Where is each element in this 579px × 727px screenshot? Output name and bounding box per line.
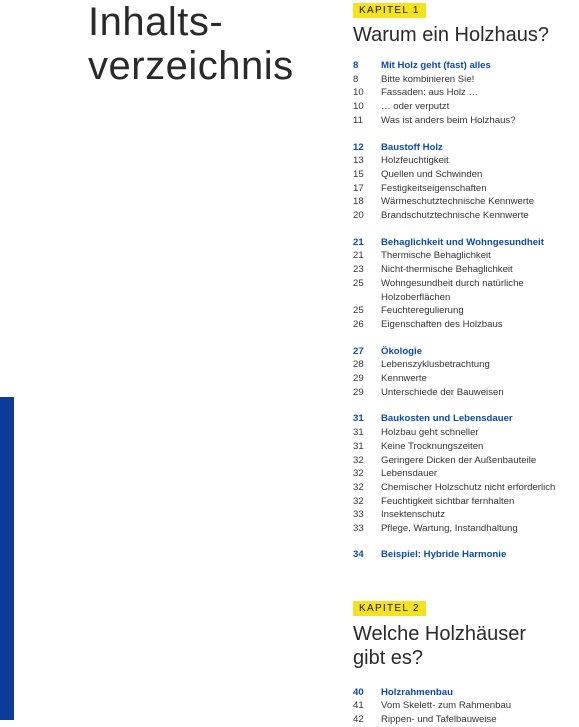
toc-entry[interactable] (353, 86, 579, 100)
page-number: 27 (353, 345, 364, 357)
toc-entry-text: Kennwerte (381, 373, 427, 385)
toc-entry-text: Thermische Behaglichkeit (381, 250, 491, 262)
toc-entry-text: Geringere Dicken der Außenbauteile (381, 454, 537, 466)
toc-entry[interactable] (353, 291, 579, 305)
toc-heading-text: Ökologie (381, 345, 423, 357)
toc-entry[interactable] (353, 100, 579, 114)
toc-group (353, 686, 579, 727)
page-number: 21 (353, 250, 364, 262)
toc-heading-text: Behaglichkeit und Wohngesundheit (381, 236, 544, 248)
toc-heading[interactable] (353, 141, 579, 155)
toc-entry-text: Holzoberflächen (381, 291, 451, 303)
page-number: 28 (353, 359, 364, 371)
page-number: 31 (353, 413, 364, 425)
chapter-title-line: gibt es? (353, 646, 424, 669)
page-number: 29 (353, 373, 364, 385)
page-number: 10 (353, 101, 364, 113)
chapter-badge: KAPITEL 2 (353, 601, 426, 616)
page-number: 31 (353, 427, 364, 439)
page-number: 32 (353, 454, 364, 466)
page-number: 17 (353, 182, 364, 194)
left-accent-bar (0, 397, 14, 720)
toc-entry-text: Feuchteregulierung (381, 305, 464, 317)
page-number: 31 (353, 440, 364, 452)
page-number: 32 (353, 468, 364, 480)
toc-group (353, 548, 579, 562)
toc-group (353, 345, 579, 400)
toc-heading[interactable] (353, 412, 579, 426)
toc-heading-text: Baustoff Holz (381, 141, 443, 153)
toc-entry[interactable] (353, 495, 579, 509)
page-number (353, 291, 381, 305)
toc-entry-text: Eigenschaften des Holzbaus (381, 318, 503, 330)
toc-entry-text: Lebenszyklusbetrachtung (381, 359, 490, 371)
toc-entry-text: Chemischer Holzschutz nicht erforderlich (381, 481, 556, 493)
chapter-title-line: Warum ein Holzhaus? (353, 24, 550, 46)
chapter-2 (353, 598, 579, 727)
toc-heading[interactable] (353, 236, 579, 250)
toc-entry-text: Was ist anders beim Holzhaus? (381, 114, 516, 126)
toc-entry[interactable] (353, 386, 579, 400)
page-number: 34 (353, 548, 364, 560)
toc-heading-text: Mit Holz geht (fast) alles (381, 60, 491, 71)
toc-entry-text: Wohngesundheit durch natürliche (381, 277, 524, 289)
toc-entry[interactable] (353, 440, 579, 454)
toc-entry[interactable] (353, 454, 579, 468)
page-number: 20 (353, 210, 364, 222)
page-number: 25 (353, 305, 364, 317)
toc-entry-text: Fassaden: aus Holz … (381, 87, 479, 99)
page-title-line: verzeichnis (88, 44, 294, 88)
page-number: 8 (353, 60, 359, 71)
chapter-1 (353, 0, 579, 562)
page-number: 42 (353, 713, 364, 725)
chapter-badge: KAPITEL 1 (353, 3, 426, 18)
toc-entry[interactable] (353, 73, 579, 87)
toc-entry[interactable] (353, 182, 579, 196)
toc-entry[interactable] (353, 209, 579, 223)
chapter-title (353, 622, 579, 670)
toc-entry-text: Rippen- und Tafelbauweise (381, 713, 497, 725)
toc-entry-text: Insektenschutz (381, 509, 445, 521)
chapter-title-line: Welche Holzhäuser (353, 622, 527, 645)
toc-group (353, 412, 579, 535)
toc-heading[interactable] (353, 686, 579, 700)
toc-entry[interactable] (353, 249, 579, 263)
toc-group (353, 141, 579, 223)
page-number: 41 (353, 700, 364, 712)
toc-entry[interactable] (353, 168, 579, 182)
toc-entry-text: Vom Skelett- zum Rahmenbau (381, 700, 512, 712)
toc-entry-text: Pflege, Wartung, Instandhaltung (381, 523, 518, 535)
toc-entry[interactable] (353, 522, 579, 536)
toc-heading[interactable] (353, 345, 579, 359)
toc-entry[interactable] (353, 195, 579, 209)
toc-entry-text: Bitte kombinieren Sie! (381, 73, 475, 85)
page-number: 29 (353, 386, 364, 398)
page-number: 12 (353, 141, 364, 153)
toc-entry[interactable] (353, 508, 579, 522)
toc-entry-text: Keine Trocknungszeiten (381, 440, 484, 452)
toc-entry[interactable] (353, 426, 579, 440)
toc-entry[interactable] (353, 154, 579, 168)
toc-entry-text: Nicht-thermische Behaglichkeit (381, 264, 513, 276)
page-number: 40 (353, 686, 364, 698)
toc-entry-text: Holzfeuchtigkeit (381, 155, 449, 167)
toc-group (353, 59, 579, 128)
page-number: 13 (353, 155, 364, 167)
page-number: 32 (353, 481, 364, 493)
toc-entry[interactable] (353, 304, 579, 318)
toc-entry[interactable] (353, 372, 579, 386)
toc-entry-text: Feuchtigkeit sichtbar fernhalten (381, 495, 515, 507)
page-number: 15 (353, 168, 364, 180)
page-title (88, 0, 294, 88)
page-number: 10 (353, 87, 364, 99)
page-number: 18 (353, 196, 364, 208)
toc-entry-text: Festigkeitseigenschaften (381, 182, 487, 194)
page-title-line: Inhalts- (88, 0, 224, 44)
page-number: 25 (353, 277, 364, 289)
toc-group (353, 236, 579, 332)
toc-entry[interactable] (353, 481, 579, 495)
page-number: 26 (353, 318, 364, 330)
toc-entry[interactable] (353, 318, 579, 332)
toc-heading-text: Holzrahmenbau (381, 686, 453, 698)
toc-entry-text: … oder verputzt (381, 101, 450, 113)
toc-entry[interactable] (353, 699, 579, 713)
toc-entry[interactable] (353, 263, 579, 277)
toc-entry-text: Brandschutztechnische Kennwerte (381, 210, 529, 222)
page-number: 8 (353, 73, 359, 85)
page-number: 23 (353, 264, 364, 276)
toc-entry-text: Wärmeschutztechnische Kennwerte (381, 196, 535, 208)
toc-entry[interactable] (353, 114, 579, 128)
chapter-title (353, 23, 579, 47)
page-number: 32 (353, 495, 364, 507)
toc-heading[interactable] (353, 548, 579, 562)
page-number: 33 (353, 523, 364, 535)
table-of-contents (353, 0, 579, 727)
page-number: 11 (353, 114, 363, 126)
toc-entry-text: Holzbau geht schneller (381, 427, 479, 439)
toc-entry-text: Lebensdauer (381, 468, 438, 480)
toc-entry[interactable] (353, 358, 579, 372)
toc-entry-text: Quellen und Schwinden (381, 168, 483, 180)
page-number: 21 (353, 236, 364, 248)
toc-entry[interactable] (353, 467, 579, 481)
toc-heading-text: Baukosten und Lebensdauer (381, 413, 513, 425)
toc-entry-text: Unterschiede der Bauweisen (381, 386, 504, 398)
toc-entry[interactable] (353, 277, 579, 291)
toc-heading[interactable] (353, 59, 579, 73)
toc-heading-text: Beispiel: Hybride Harmonie (381, 548, 507, 560)
page-number: 33 (353, 509, 364, 521)
